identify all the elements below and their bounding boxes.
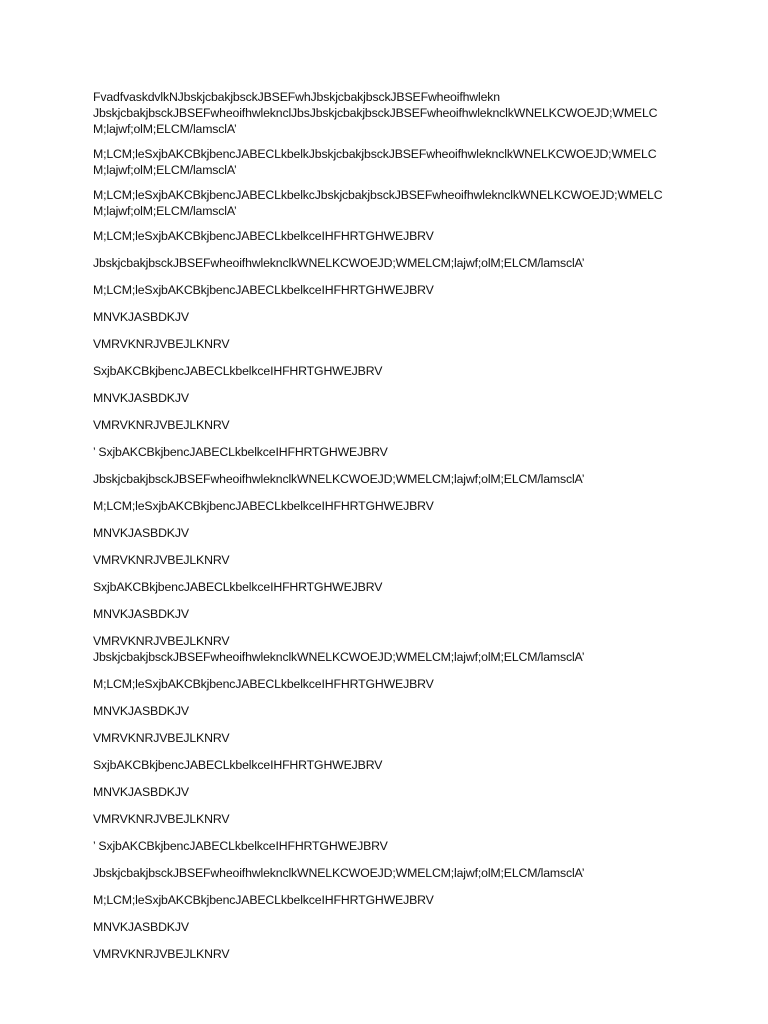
paragraph: M;LCM;leSxjbAKCBkjbencJABECLkbelkceIHFHRTGHWEJBRV: [93, 893, 434, 907]
paragraph: Jbskjcbakjbsck​JBSEFwheoifhwlekncl​kWNELKCWOEJD;WMELCM;lajwf;olM;ELCM/lamsclA’: [93, 256, 585, 270]
paragraph: M;LCM;leSxjbAKCBkjbencJABECLkbelkJbskjcbakjbsckJBSEFwheoifhwlekncl​kWNELKCWOEJD;WMELC M;lajwf;olM;ELCM/lamsclA’: [93, 147, 657, 177]
paragraph: M;LCM;leSxjbAKCBkjbencJABECLkbelkceIHFHRTGHWEJBRV: [93, 677, 434, 691]
paragraph: MNVKJASBDKJV: [93, 704, 189, 718]
paragraph: VMRVKNRJVBEJLKNRV: [93, 947, 230, 961]
paragraph: Jbskjcbakjbsck​JBSEFwheoifhwlekncl​kWNELKCWOEJD;WMELCM;lajwf;olM;ELCM/lamsclA’: [93, 866, 585, 880]
paragraph: VMRVKNRJVBEJLKNRV: [93, 418, 230, 432]
paragraph: SxjbAKCBkjbencJABECLkbelkceIHFHRTGHWEJBRV: [93, 758, 383, 772]
paragraph: MNVKJASBDKJV: [93, 607, 189, 621]
paragraph: VMRVKNRJVBEJLKNRV: [93, 812, 230, 826]
paragraph: VMRVKNRJVBEJLKNRV: [93, 337, 230, 351]
paragraph: MNVKJASBDKJV: [93, 785, 189, 799]
paragraph: VMRVKNRJVBEJLKNRV: [93, 634, 230, 648]
paragraph: M;LCM;leSxjbAKCBkjbencJABECLkbelkceIHFHRTGHWEJBRV: [93, 499, 434, 513]
paragraph: MNVKJASBDKJV: [93, 920, 189, 934]
paragraph: M;LCM;leSxjbAKCBkjbencJABECLkbelkceIHFHRTGHWEJBRV: [93, 283, 434, 297]
paragraph: M;LCM;leSxjbAKCBkjbencJABECLkbelkcJbskjcbakjbsckJBSEFwheoifhwlekncl​kWNELKCWOEJD;WMELC M;lajwf;olM;ELCM/lamsclA’: [93, 188, 663, 218]
paragraph: MNVKJASBDKJV: [93, 391, 189, 405]
paragraph: SxjbAKCBkjbencJABECLkbelkceIHFHRTGHWEJBRV: [93, 580, 383, 594]
paragraph: SxjbAKCBkjbencJABECLkbelkceIHFHRTGHWEJBRV: [93, 364, 383, 378]
paragraph: FvadfvaskdvlkNJbskjcbakjbsckJBSEFwhJbskjcbakjbsckJBSEFwheoifhwlekn JbskjcbakjbsckJBSEFwheoifhwlekncl​JbsJbskjcbakjbsckJBSEFwheoifhwlekncl​kWNELKCWOEJD;WMELC M;lajwf;olM;ELCM/lamsclA’: [93, 90, 658, 136]
paragraph: Jbskjcbakjbsck​JBSEFwheoifhwlekncl​kWNELKCWOEJD;WMELCM;lajwf;olM;ELCM/lamsclA’: [93, 472, 585, 486]
paragraph: M;LCM;leSxjbAKCBkjbencJABECLkbelkceIHFHRTGHWEJBRV: [93, 229, 434, 243]
paragraph: ’ SxjbAKCBkjbencJABECLkbelkceIHFHRTGHWEJBRV: [93, 839, 388, 853]
document-body: [93, 89, 693, 982]
paragraph: VMRVKNRJVBEJLKNRV: [93, 553, 230, 567]
paragraph: VMRVKNRJVBEJLKNRV: [93, 731, 230, 745]
paragraph: Jbskjcbakjbsck​JBSEFwheoifhwlekncl​kWNELKCWOEJD;WMELCM;lajwf;olM;ELCM/lamsclA’: [93, 650, 585, 664]
paragraph: MNVKJASBDKJV: [93, 310, 189, 324]
paragraph: ’ SxjbAKCBkjbencJABECLkbelkceIHFHRTGHWEJBRV: [93, 445, 388, 459]
paragraph: MNVKJASBDKJV: [93, 526, 189, 540]
